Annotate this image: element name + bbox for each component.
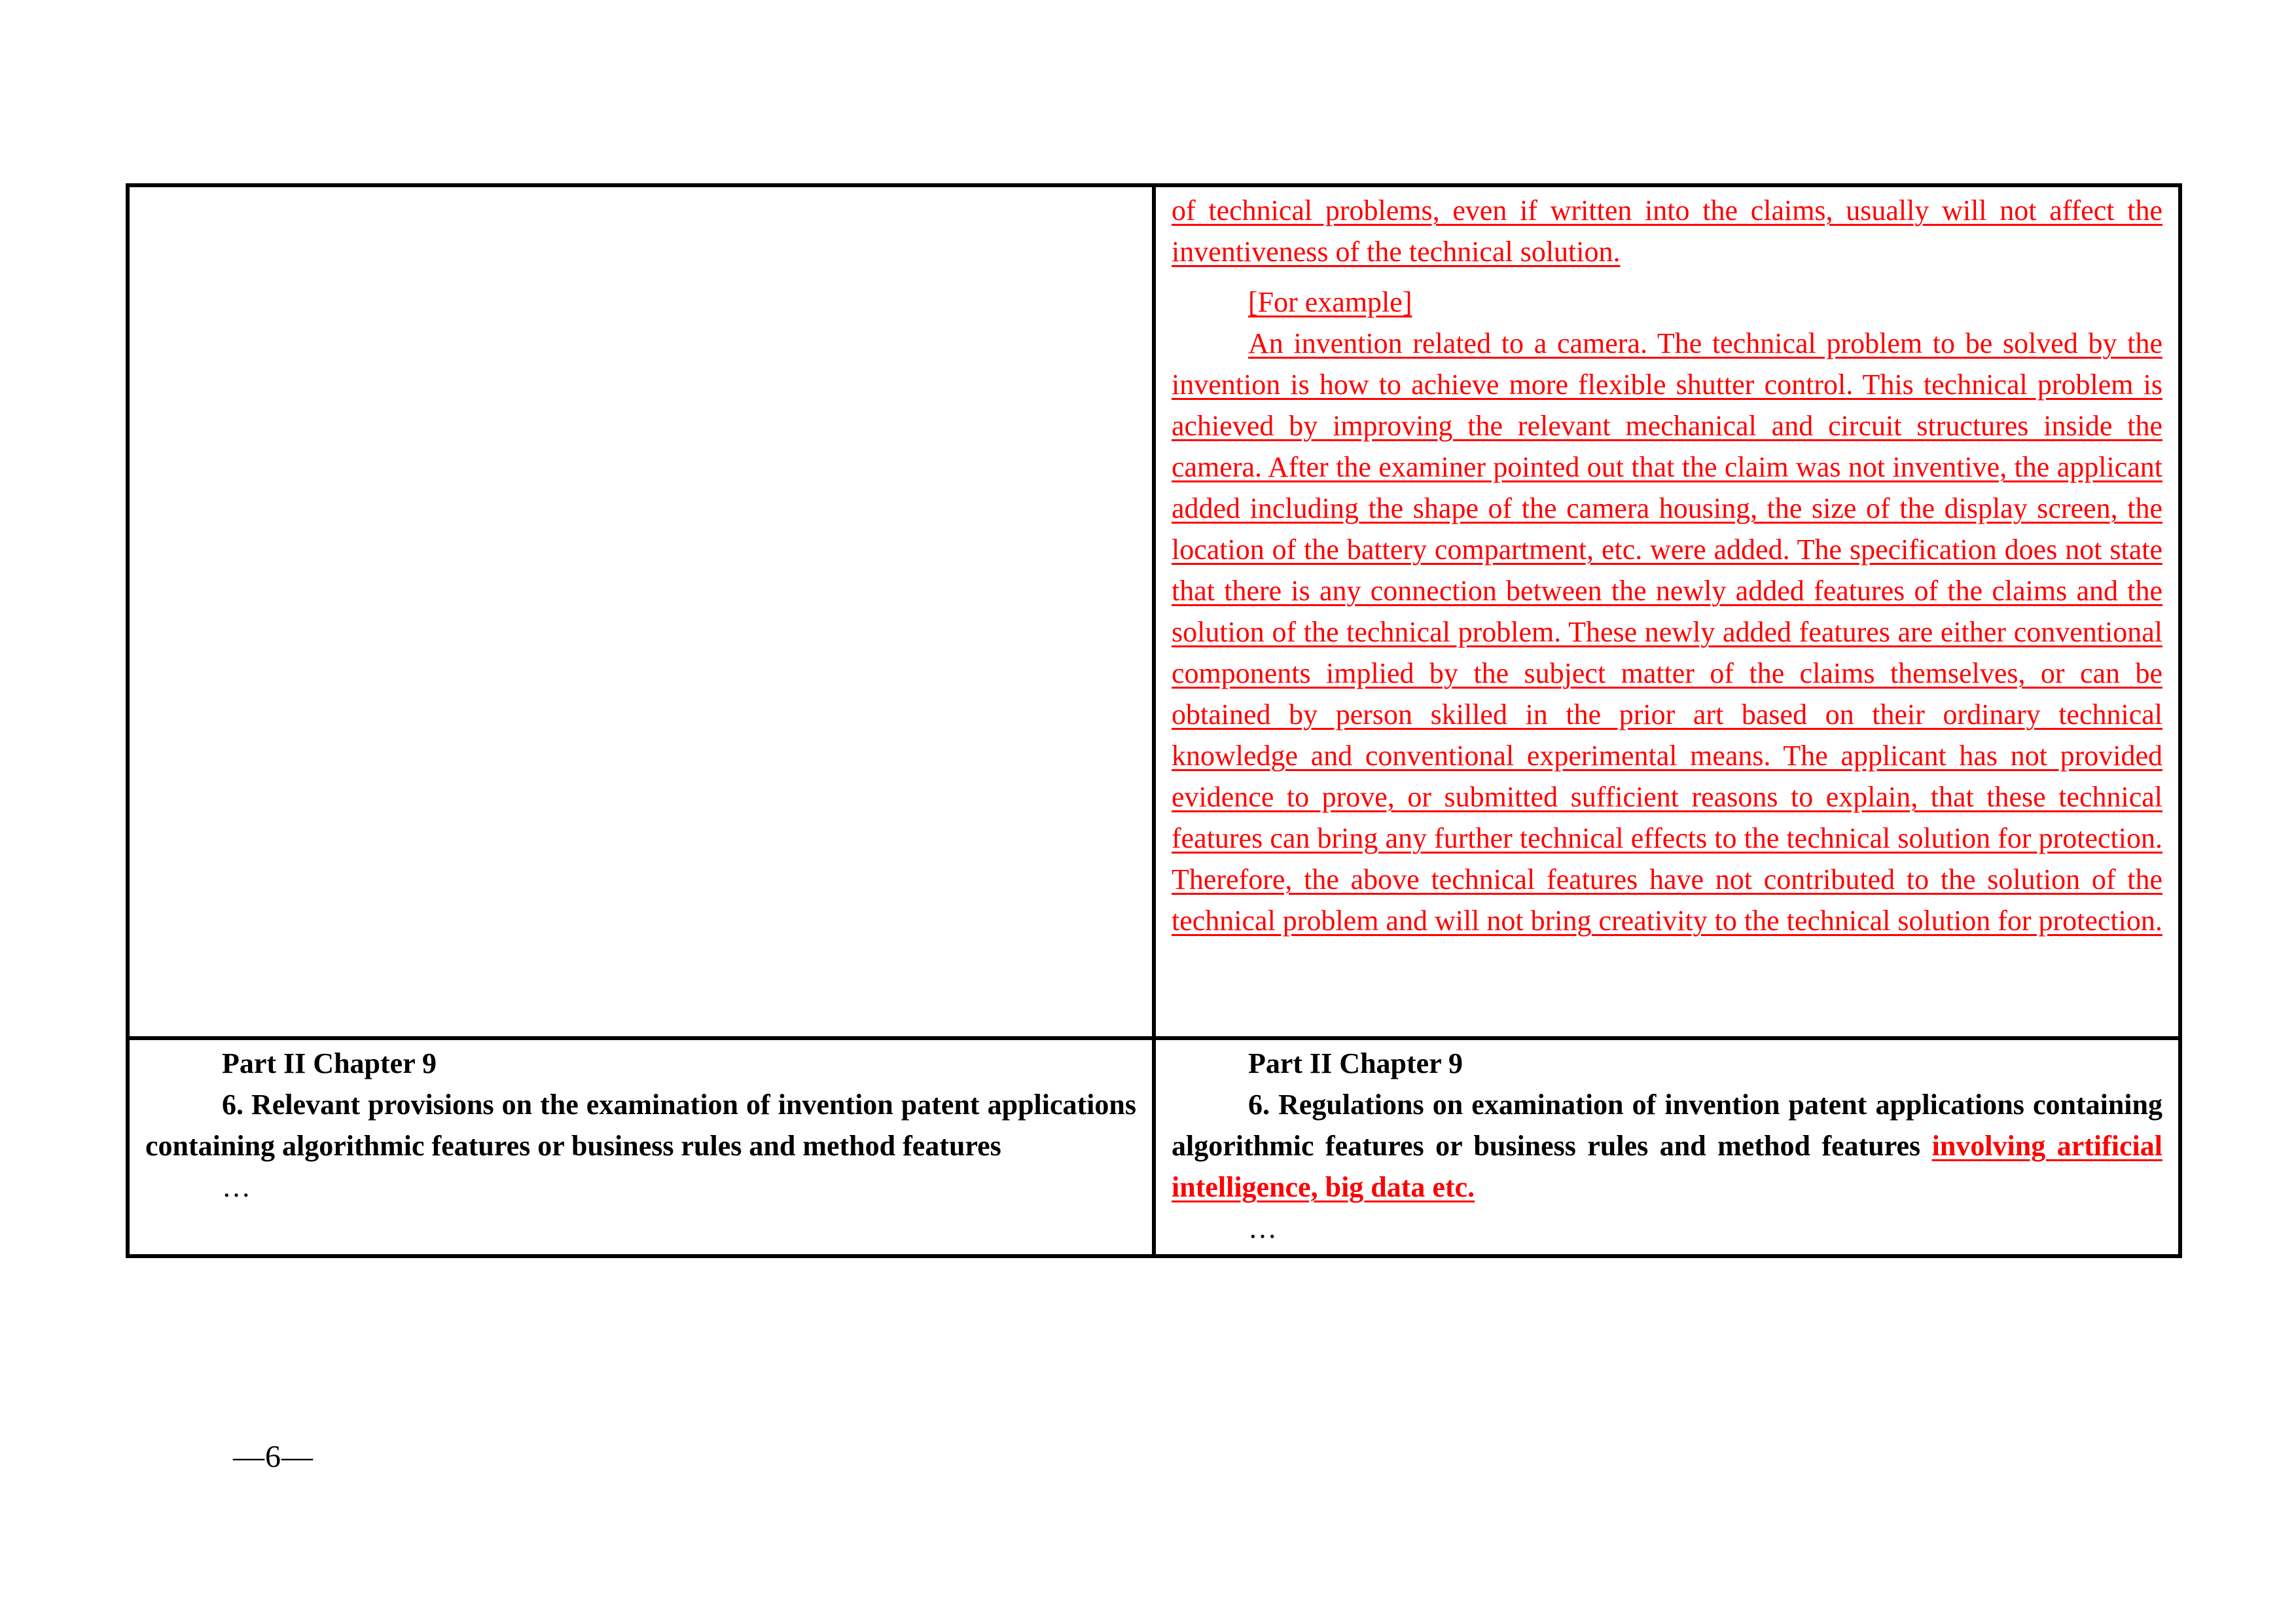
page-number: —6—	[233, 1439, 314, 1474]
table-cell-revised-text	[1154, 185, 2180, 1038]
revised-paragraph-continued	[1172, 190, 2162, 272]
chapter-title-original: Part II Chapter 9	[222, 1047, 437, 1079]
section-heading-revised	[1172, 1084, 2162, 1208]
section-heading-original: 6. Relevant provisions on the examination of invention patent applications containing algorithmic features or business rules and method features	[145, 1089, 1136, 1162]
table-cell-original-empty	[128, 185, 1154, 1038]
table-cell-revised-chapter	[1154, 1038, 2180, 1256]
table-row	[128, 185, 2180, 1038]
ellipsis-revised: …	[1248, 1212, 1277, 1244]
chapter-title-revised: Part II Chapter 9	[1248, 1047, 1463, 1079]
table-row	[128, 1038, 2180, 1256]
example-label	[1172, 281, 2162, 323]
table-cell-original-chapter	[128, 1038, 1154, 1256]
example-paragraph	[1172, 323, 2162, 941]
example-label-text: [For example]	[1248, 286, 1412, 318]
section-heading-added-text: involving artificial intelligence, big data etc.	[1172, 1130, 2162, 1203]
ellipsis-original: …	[222, 1171, 251, 1203]
comparison-table	[126, 183, 2182, 1258]
section-heading-revised-text: 6. Regulations on examination of invention patent applications containing algorithmic features or business rules and method features	[1172, 1089, 2162, 1162]
revision-text: of technical problems, even if written into the claims, usually will not affect the inventiveness of the technical solution.	[1172, 194, 2162, 268]
example-text: An invention related to a camera. The technical problem to be solved by the invention is how to achieve more flexible shutter control. This technical problem is achieved by improving the relevant mechanical and circuit structures inside the camera. After the examiner pointed out that the claim was not inventive, the applicant added including the shape of the camera housing, the size of the display screen, the location of the battery compartment, etc. were added. The specification does not state that there is any connection between the newly added features of the claims and the solution of the technical problem. These newly added features are either conventional components implied by the subject matter of the claims themselves, or can be obtained by person skilled in the prior art based on their ordinary technical knowledge and conventional experimental means. The applicant has not provided evidence to prove, or submitted sufficient reasons to explain, that these technical features can bring any further technical effects to the technical solution for protection. Therefore, the above technical features have not contributed to the solution of the technical problem and will not bring creativity to the technical solution for protection.	[1172, 327, 2162, 937]
